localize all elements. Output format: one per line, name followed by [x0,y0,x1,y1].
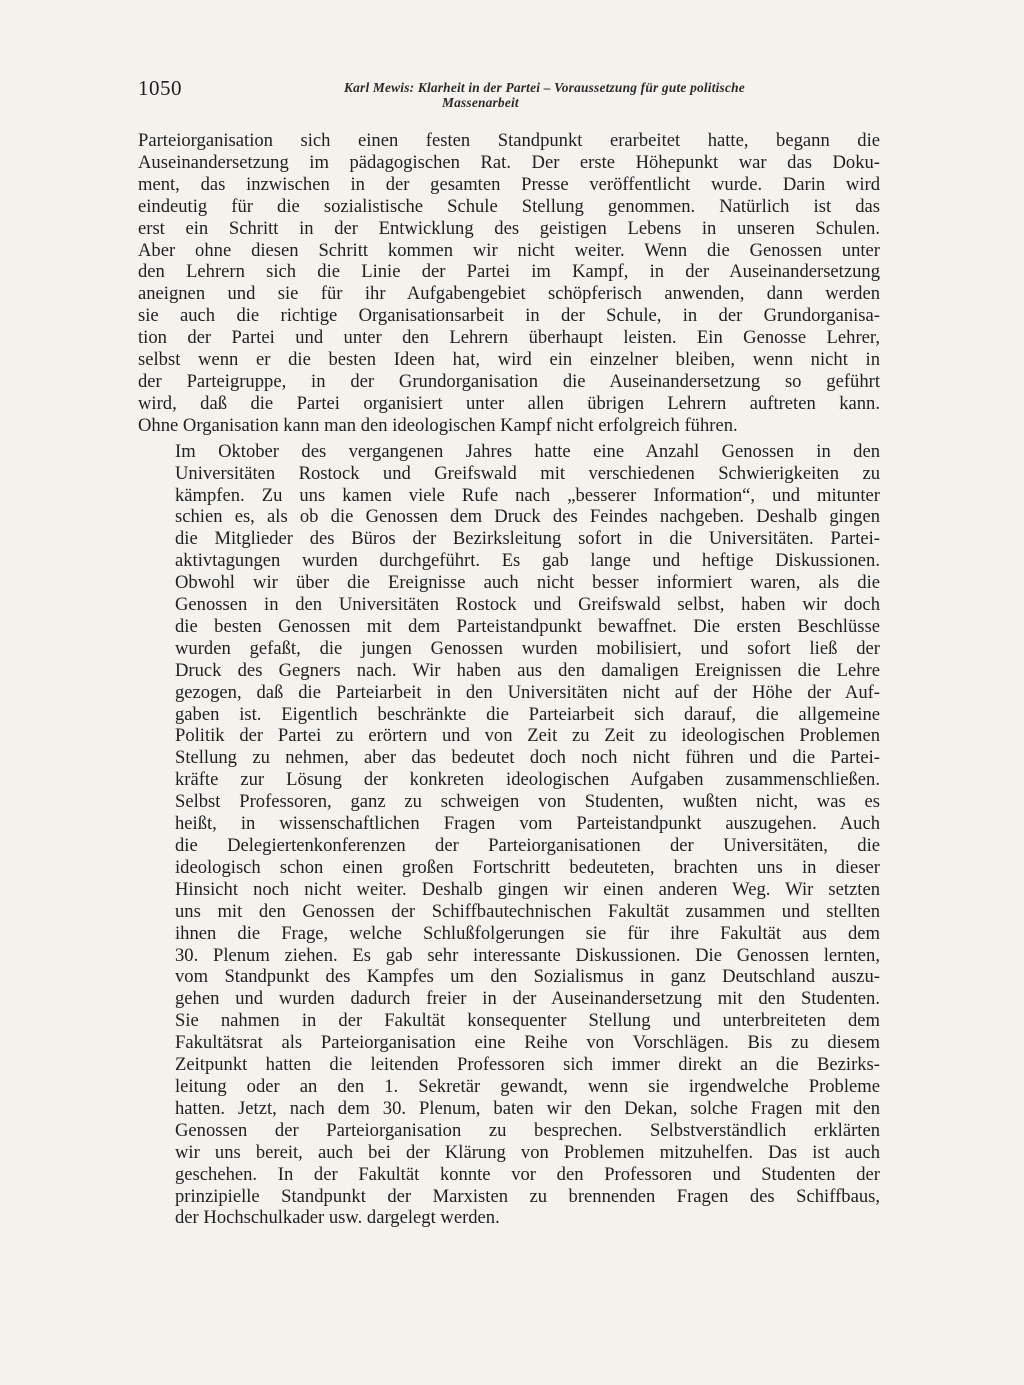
text-line: Stellung zu nehmen, aber das bedeutet doch noch nicht führen und die Partei- [175,747,880,769]
text-line: den Lehrern sich die Linie der Partei im Kampf, in der Auseinandersetzung [138,261,880,283]
text-line: Aber ohne diesen Schritt kommen wir nicht weiter. Wenn die Genossen unter [138,239,880,261]
text-line: Ohne Organisation kann man den ideologischen Kampf nicht erfolgreich führen. [138,414,738,436]
text-line: ihnen die Frage, welche Schlußfolgerungen sie für ihre Fakultät aus dem [175,922,880,944]
text-line: Fakultätsrat als Parteiorganisation eine Reihe von Vorschlägen. Bis zu diesem [175,1032,880,1054]
text-line: Hinsicht noch nicht weiter. Deshalb gingen wir einen anderen Weg. Wir setzten [175,878,880,900]
text-line: aneignen und sie für ihr Aufgabengebiet schöpferisch anwenden, dann werden [138,283,880,305]
text-line: geschehen. In der Fakultät konnte vor den Professoren und Studenten der [175,1163,880,1185]
text-line: wurden gefaßt, die jungen Genossen wurden mobilisiert, und sofort ließ der [175,637,880,659]
page-header [138,76,884,114]
page-number: 1050 [138,76,182,100]
text-line: Politik der Partei zu erörtern und von Zeit zu Zeit zu ideologischen Problemen [175,725,880,747]
text-line: leitung oder an den 1. Sekretär gewandt, wenn sie irgendwelche Probleme [175,1075,880,1097]
running-head-line-2: Massenarbeit [442,95,519,110]
text-line: Auseinandersetzung im pädagogischen Rat. Der erste Höhepunkt war das Doku- [138,151,880,173]
text-line: Druck des Gegners nach. Wir haben aus den damaligen Ereignissen die Lehre [175,659,880,681]
text-line: selbst wenn er die besten Ideen hat, wird ein einzelner bleiben, wenn nicht in [138,349,880,371]
text-line: heißt, in wissenschaftlichen Fragen vom Parteistandpunkt auszugehen. Auch [175,813,880,835]
text-line: vom Standpunkt des Kampfes um den Sozialismus in ganz Deutschland auszu- [175,966,880,988]
paragraph [138,441,880,1230]
text-line: schien es, als ob die Genossen dem Druck des Feindes nachgeben. Deshalb gingen [175,506,880,528]
text-line: Sie nahmen in der Fakultät konsequenter Stellung und unterbreiteten dem [175,1010,880,1032]
text-line: gaben ist. Eigentlich beschränkte die Parteiarbeit sich darauf, die allgemeine [175,703,880,725]
text-line: hatten. Jetzt, nach dem 30. Plenum, baten wir den Dekan, solche Fragen mit den [175,1097,880,1119]
text-line: Parteiorganisation sich einen festen Standpunkt erarbeitet hatte, begann die [138,130,880,151]
text-line: aktivtagungen wurden durchgeführt. Es gab lange und heftige Diskussionen. [175,550,880,572]
text-line: uns mit den Genossen der Schiffbautechnischen Fakultät zusammen und stellten [175,900,880,922]
text-line: erst ein Schritt in der Entwicklung des geistigen Lebens in unseren Schulen. [138,217,880,239]
text-line: kämpfen. Zu uns kamen viele Rufe nach „besserer Information“, und mitunter [175,484,880,506]
text-line: kräfte zur Lösung der konkreten ideologischen Aufgaben zusammenschließen. [175,769,880,791]
running-head [344,80,884,110]
text-line: tion der Partei und unter den Lehrern überhaupt leisten. Ein Genosse Lehrer, [138,327,880,349]
text-line: ideologisch schon einen großen Fortschritt bedeuteten, brachten uns in dieser [175,856,880,878]
running-head-line-1: Karl Mewis: Klarheit in der Partei – Voraussetzung für gute politische [344,80,745,95]
text-line: die besten Genossen mit dem Parteistandpunkt bewaffnet. Die ersten Beschlüsse [175,615,880,637]
text-line: Obwohl wir über die Ereignisse auch nicht besser informiert waren, als die [175,572,880,594]
text-line: Im Oktober des vergangenen Jahres hatte eine Anzahl Genossen in den [175,440,880,462]
text-line: der Parteigruppe, in der Grundorganisation die Auseinandersetzung so geführt [138,370,880,392]
text-line: wird, daß die Partei organisiert unter allen übrigen Lehrern auftreten kann. [138,392,880,414]
text-line: gezogen, daß die Parteiarbeit in den Universitäten nicht auf der Höhe der Auf- [175,681,880,703]
text-line: die Delegiertenkonferenzen der Parteiorganisationen der Universitäten, die [175,835,880,856]
text-line: Zeitpunkt hatten die leitenden Professoren sich immer direkt an die Bezirks- [175,1054,880,1076]
text-line: Universitäten Rostock und Greifswald mit verschiedenen Schwierigkeiten zu [175,462,880,484]
text-line: prinzipielle Standpunkt der Marxisten zu brennenden Fragen des Schiffbaus, [175,1185,880,1207]
text-line: eindeutig für die sozialistische Schule Stellung genommen. Natürlich ist das [138,195,880,217]
text-line: Genossen der Parteiorganisation zu besprechen. Selbstverständlich erklärten [175,1119,880,1141]
text-line: sie auch die richtige Organisationsarbeit in der Schule, in der Grundorganisa- [138,305,880,327]
text-line: 30. Plenum ziehen. Es gab sehr interessante Diskussionen. Die Genossen lernten, [175,944,880,966]
text-line: der Hochschulkader usw. dargelegt werden. [175,1207,500,1229]
text-line: wir uns bereit, auch bei der Klärung von Problemen mitzuhelfen. Das ist auch [175,1141,880,1163]
body-text [138,130,880,1229]
text-line: Genossen in den Universitäten Rostock und Greifswald selbst, haben wir doch [175,594,880,616]
text-line: ment, das inzwischen in der gesamten Presse veröffentlicht wurde. Darin wird [138,173,880,195]
text-line: gehen und wurden dadurch freier in der Auseinandersetzung mit den Studenten. [175,988,880,1010]
text-line: die Mitglieder des Büros der Bezirksleitung sofort in die Universitäten. Partei- [175,528,880,550]
paragraph [138,130,880,437]
text-line: Selbst Professoren, ganz zu schweigen von Studenten, wußten nicht, was es [175,791,880,813]
